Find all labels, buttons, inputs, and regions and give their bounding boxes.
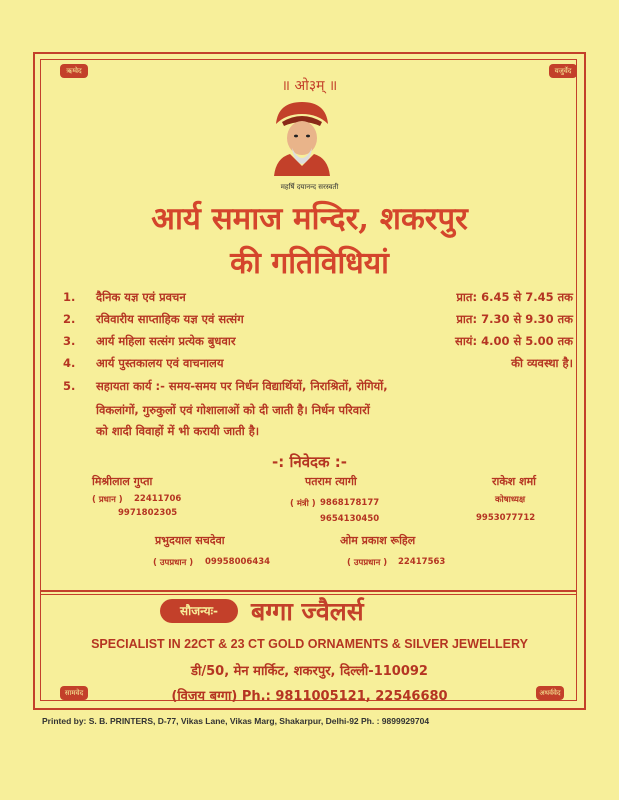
divider [40,590,577,592]
person-phone: 9953077712 [476,513,536,523]
person-name: प्रभुदयाल सचदेवा [155,534,225,547]
sponsor-label: सौजन्यः- [160,599,238,623]
activity-number: 1. [63,290,76,304]
person-name: पतराम त्यागी [305,475,357,488]
activity-number: 5. [63,379,76,393]
person-phone: 9654130450 [320,514,380,524]
corner-badge-bottom-left: सामवेद [60,686,88,700]
portrait-image [268,96,336,176]
person-phone: 9868178177 [320,498,380,508]
activity-item-3 [63,334,573,354]
page-title: आर्य समाज मन्दिर, शकरपुर [151,201,468,237]
person-role: ( मंत्री ) [290,499,316,509]
person-phone: 9971802305 [118,508,178,518]
contact-name: (विजय बग्गा) [171,689,238,704]
sponsor-contact [0,686,619,704]
person-role: ( उपप्रधान ) [347,558,388,568]
person-role: ( प्रधान ) [92,495,123,505]
person-role: कोषाध्यक्ष [495,495,526,505]
activity-5-continued-line-1: विकलांगों, गुरुकुलों एवं गोशालाओं को दी जाती है। निर्धन परिवारों [96,403,370,417]
phone-label: Ph.: [241,689,271,704]
activity-text: रविवारीय साप्ताहिक यज्ञ एवं सत्संग [96,312,244,326]
activity-item-1 [63,290,573,310]
phone-numbers: 9811005121, 22546680 [275,689,448,704]
activity-time: प्रात: 6.45 से 7.45 तक [456,290,573,304]
activity-time: प्रात: 7.30 से 9.30 तक [456,312,573,326]
page-subtitle: की गतिविधियां [230,246,389,281]
corner-badge-bottom-right: अथर्ववेद [536,686,564,700]
activity-item-4 [63,356,573,376]
person-name: मिश्रीलाल गुप्ता [92,475,153,488]
portrait-caption: महर्षि दयानन्द सरस्वती [280,183,339,191]
person-phone: 22411706 [134,494,182,504]
om-heading: ॥ ओ३म् ॥ [281,78,338,94]
sponsor-name: बग्गा ज्वैलर्स [251,597,364,626]
activity-5-continued-line-2: को शादी विवाहों में भी करायी जाती है। [96,424,260,438]
activity-time: की व्यवस्था है। [511,356,573,370]
corner-badge-top-left: ऋग्वेद [60,64,88,78]
activity-text: दैनिक यज्ञ एवं प्रवचन [96,290,186,304]
activity-number: 3. [63,334,76,348]
activity-item-2 [63,312,573,332]
sponsor-specialty: SPECIALIST IN 22CT & 23 CT GOLD ORNAMENTS & SILVER JEWELLERY [91,637,528,651]
activity-text: सहायता कार्य :- समय-समय पर निर्धन विद्यार्थियों, निराश्रितों, रोगियों, [96,379,388,393]
person-phone: 22417563 [398,557,446,567]
activity-text: आर्य महिला सत्संग प्रत्येक बुधवार [96,334,236,348]
corner-badge-top-right: यजुर्वेद [549,64,577,78]
activity-time: सायं: 4.00 से 5.00 तक [455,334,573,348]
nivedak-heading: -: निवेदक :- [272,453,347,471]
activity-item-5 [63,379,573,399]
sponsor-address: डी/50, मेन मार्किट, शकरपुर, दिल्ली-110092 [191,664,428,679]
person-phone: 09958006434 [205,557,271,567]
printer-credit: Printed by: S. B. PRINTERS, D-77, Vikas Lane, Vikas Marg, Shakarpur, Delhi-92 Ph. : 9899929704 [42,716,430,726]
activity-number: 2. [63,312,76,326]
person-role: ( उपप्रधान ) [153,558,194,568]
person-name: ओम प्रकाश रूहिल [340,534,416,547]
person-name: राकेश शर्मा [492,475,537,488]
activity-text: आर्य पुस्तकालय एवं वाचनालय [96,356,224,370]
activity-number: 4. [63,356,76,370]
